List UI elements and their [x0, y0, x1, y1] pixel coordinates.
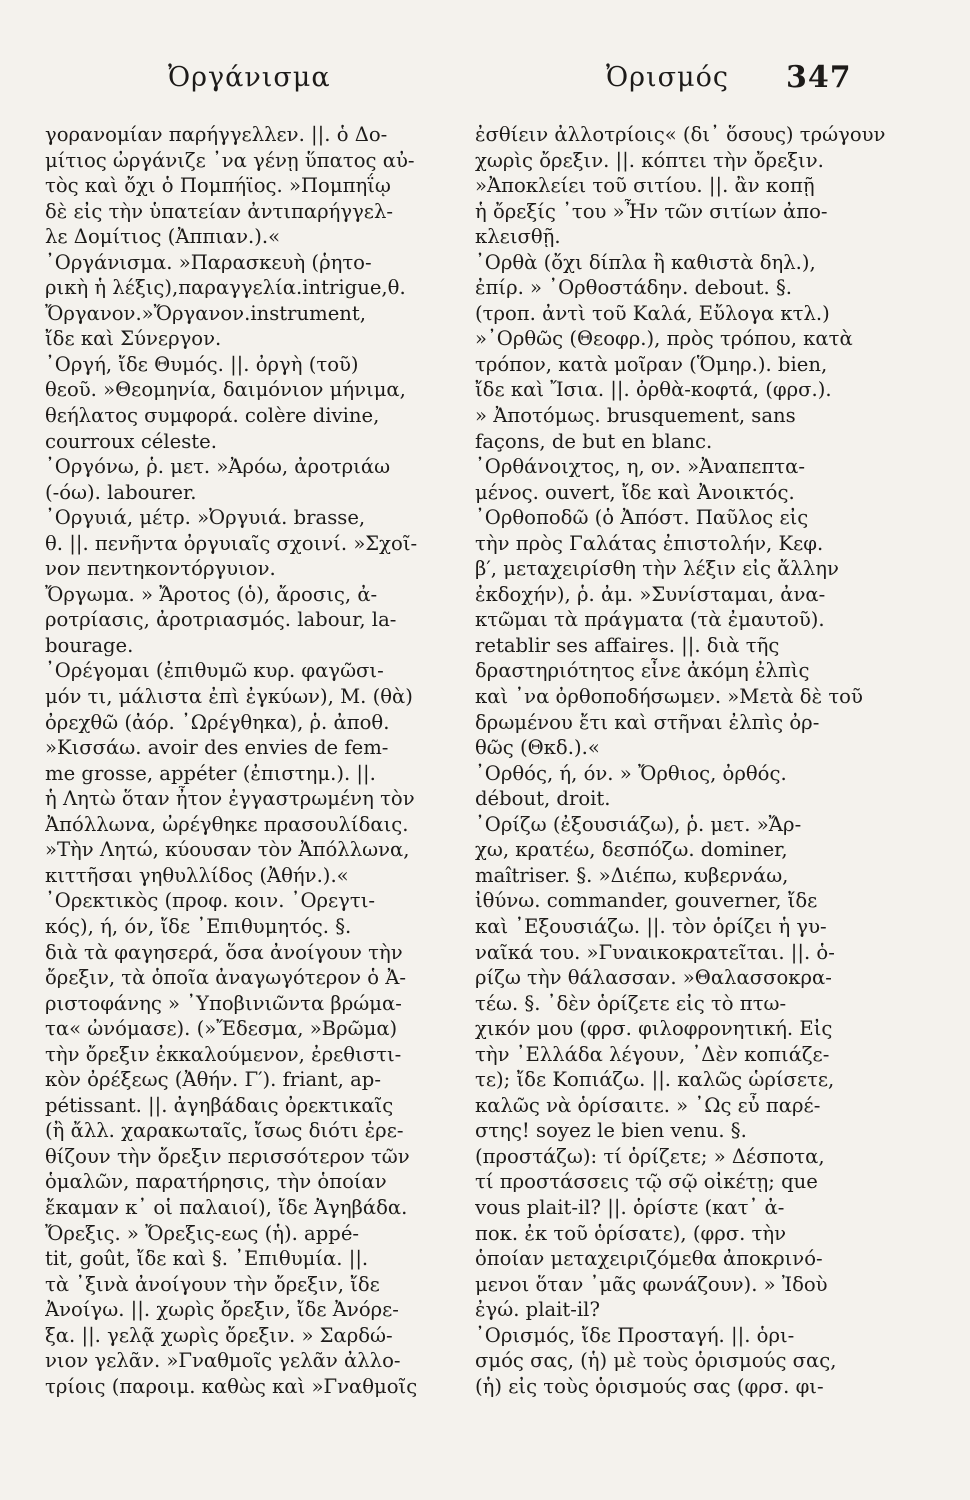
text-line: »Κισσάω. avoir des envies de fem- — [45, 736, 389, 760]
text-line: ἐσθίειν ἀλλοτρίοις« (δι᾽ ὅσους) τρώγουν — [475, 123, 886, 146]
text-line: δὲ εἰς τὴν ὑπατείαν ἀντιπαρήγγελ- — [45, 199, 393, 223]
text-line: ᾽Ορισμός, ἴδε Προσταγή. ||. ὁρι- — [475, 1323, 795, 1347]
text-line: τρίοις (παροιμ. καθὼς καὶ »Γναθμοῖς — [45, 1374, 418, 1398]
page-number: 347 — [786, 60, 852, 95]
text-line: »Τὴν Λητώ, κύουσαν τὸν Ἀπόλλωνα, — [45, 838, 410, 862]
text-line: καλῶς νὰ ὁρίσαιτε. » ᾽Ως εὖ παρέ- — [475, 1093, 821, 1117]
text-line: μένος. ouvert, ἴδε καὶ Ἀνοικτός. — [475, 480, 795, 504]
text-line: καὶ ᾽Εξουσιάζω. ||. τὸν ὁρίζει ἡ γυ- — [475, 914, 827, 938]
text-line: ὁμαλῶν, παρατήρησις, τὴν ὁποίαν — [45, 1170, 387, 1194]
text-line: τε); ἴδε Κοπιάζω. ||. καλῶς ὡρίσετε, — [475, 1068, 835, 1092]
text-line: Ἀνοίγω. ||. χωρὶς ὄρεξιν, ἴδε Ἀνόρε- — [45, 1298, 399, 1322]
text-line: ὄρεξιν, τὰ ὁποῖα ἀναγωγότερον ὁ Ἀ- — [45, 966, 407, 990]
text-line: (ἢ ἄλλ. χαρακωταῖς, ἴσως διότι ἐρε- — [45, 1119, 404, 1143]
text-line: κλεισθῇ. — [475, 225, 561, 249]
text-line: τὴν ᾽Ελλάδα λέγουν, ᾽Δὲν κοπιάζε- — [475, 1042, 830, 1066]
text-line: κτῶμαι τὰ πράγματα (τὰ ἐμαυτοῦ). — [475, 608, 825, 632]
text-line: ξα. ||. γελᾷ χωρὶς ὄρεξιν. » Σαρδώ- — [45, 1323, 393, 1347]
text-line: (-όω). labourer. — [45, 480, 197, 504]
text-line: θ. ||. πενῆντα ὀργυιαῖς σχοινί. »Σχοῖ- — [45, 531, 418, 555]
text-line: »Ἀποκλείει τοῦ σιτίου. ||. ἂν κοπῇ — [475, 174, 815, 198]
text-line: χωρὶς ὄρεξιν. ||. κόπτει τὴν ὄρεξιν. — [475, 148, 824, 172]
text-line: δρωμένου ἔτι καὶ στῆναι ἐλπὶς ὀρ- — [475, 710, 820, 734]
text-line: λε Δομίτιος (Ἀππιαν.).« — [45, 225, 281, 249]
text-line: τὰ ᾽ξινὰ ἀνοίγουν τὴν ὄρεξιν, ἴδε — [45, 1272, 380, 1296]
text-line: ρικὴ ἡ λέξις),παραγγελία.intrigue,θ. — [45, 276, 406, 300]
text-line: κιττῆσαι γηθυλλίδος (Ἀθήν.).« — [45, 863, 349, 887]
text-line: ριστοφάνης » ᾽Υποβινιῶντα βρώμα- — [45, 991, 402, 1015]
text-line: θεήλατος συμφορά. colère divine, — [45, 404, 380, 428]
text-line: μενοι ὅταν ᾽μᾶς φωνάζουν). » Ἰδοὺ — [475, 1272, 828, 1296]
text-line: (τροπ. ἀντὶ τοῦ Καλά, Εὔλογα κτλ.) — [475, 301, 830, 325]
text-line: καὶ ᾽να ὀρθοποδήσωμεν. »Μετὰ δὲ τοῦ — [475, 685, 863, 709]
text-line: débout, droit. — [475, 787, 611, 811]
text-line: γορανομίαν παρήγγελλεν. ||. ὁ Δο- — [45, 123, 388, 146]
text-line: tit, goût, ἴδε καὶ §. ᾽Επιθυμία. ||. — [45, 1247, 369, 1271]
text-line: τὸς καὶ ὄχι ὁ Πομπήϊος. »Πομπηΐῳ — [45, 174, 391, 198]
text-line: ᾽Ορέγομαι (ἐπιθυμῶ κυρ. φαγῶσι- — [45, 659, 384, 683]
text-line: τέω. §. ᾽δὲν ὁρίζετε εἰς τὸ πτω- — [475, 991, 787, 1015]
text-line: ᾽Ορθός, ή, όν. » Ὄρθιος, ὀρθός. — [475, 761, 787, 785]
text-line: τὴν ὄρεξιν ἐκκαλούμενον, ἐρεθιστι- — [45, 1042, 402, 1066]
text-line: ρίζω τὴν θάλασσαν. »Θαλασσοκρα- — [475, 966, 832, 990]
text-line: ἐπίρ. » ᾽Ορθοστάδην. debout. §. — [475, 276, 793, 300]
text-line: ᾽Οργή, ἴδε Θυμός. ||. ὀργὴ (τοῦ) — [45, 352, 359, 376]
text-line: νον πεντηκοντόργυιον. — [45, 557, 276, 581]
text-line: Ὄρεξις. » Ὄρεξις-εως (ἡ). appé- — [45, 1221, 360, 1245]
text-line: ἴδε καὶ Ἴσια. ||. ὀρθὰ-κοφτά, (φρσ.). — [475, 378, 832, 402]
running-header — [60, 62, 910, 102]
text-line: τρόπον, κατὰ μοῖραν (Ὅμηρ.). bien, — [475, 352, 828, 376]
text-line: τί προστάσσεις τῷ σῷ οἰκέτῃ; que — [475, 1170, 818, 1194]
text-line: vous plait-il? ||. ὁρίστε (κατ᾽ ἀ- — [475, 1195, 785, 1219]
text-line: ᾽Οργυιά, μέτρ. »Ὀργυιά. brasse, — [45, 506, 366, 530]
text-line: β′, μεταχειρίσθη τὴν λέξιν εἰς ἄλλην — [475, 557, 839, 581]
text-line: »᾽Ορθῶς (Θεοφρ.), πρὸς τρόπου, κατὰ — [475, 327, 853, 351]
text-line: ἰθύνω. commander, gouverner, ἴδε — [475, 889, 818, 913]
text-line: ᾽Ορεκτικὸς (προφ. κοιν. ᾽Ορεγτι- — [45, 889, 376, 913]
left-column — [45, 122, 463, 1399]
text-line: ᾽Ορθοποδῶ (ὁ Ἀπόστ. Παῦλος εἰς — [475, 506, 809, 530]
text-line: ᾽Οργάνισμα. »Παρασκευὴ (ῥητο- — [45, 250, 372, 274]
text-line: Ὄργανον.»Ὄργανον.instrument, — [45, 301, 367, 325]
text-line: χικόν μου (φρσ. φιλοφρονητική. Εἰς — [475, 1017, 833, 1041]
text-line: θῶς (Θκδ.).« — [475, 736, 600, 760]
header-last-entry: Ὀρισμός — [606, 62, 729, 93]
text-line: ροτρίασις, ἀροτριασμός. labour, la- — [45, 608, 397, 632]
text-line: μίτιος ὠργάνιζε ᾽να γένῃ ὕπατος αὐ- — [45, 148, 415, 172]
text-line: διὰ τὰ φαγησερά, ὅσα ἀνοίγουν τὴν — [45, 940, 403, 964]
text-line: κὸν ὀρέξεως (Ἀθήν. Γ′). friant, ap- — [45, 1068, 381, 1092]
text-line: pétissant. ||. ἀγηβάδαις ὀρεκτικαῖς — [45, 1093, 394, 1117]
text-line: ναῖκά του. »Γυναικοκρατεῖται. ||. ὁ- — [475, 940, 835, 964]
text-line: ἐκδοχήν), ῥ. ἀμ. »Συνίσταμαι, ἀνα- — [475, 582, 826, 606]
text-line: » Ἀποτόμως. brusquement, sans — [475, 404, 796, 428]
text-line: Ὄργωμα. » Ἄροτος (ὁ), ἄροσις, ἀ- — [45, 582, 378, 606]
text-line: (ἡ) εἰς τοὺς ὁρισμούς σας (φρσ. φι- — [475, 1374, 824, 1398]
text-line: στης! soyez le bien venu. §. — [475, 1119, 747, 1143]
text-line: σμός σας, (ἡ) μὲ τοὺς ὁρισμούς σας, — [475, 1349, 837, 1373]
text-line: ᾽Ορθὰ (ὄχι δίπλα ἢ καθιστὰ δηλ.), — [475, 250, 816, 274]
text-line: τα« ὠνόμασε). (»Ἔδεσμα, »Βρῶμα) — [45, 1017, 398, 1041]
text-line: τὴν πρὸς Γαλάτας ἐπιστολήν, Κεφ. — [475, 531, 824, 555]
text-line: retablir ses affaires. ||. διὰ τῆς — [475, 633, 780, 657]
text-line: ᾽Οργόνω, ῥ. μετ. »Ἀρόω, ἀροτριάω — [45, 455, 391, 479]
header-first-entry: Ὀργάνισμα — [168, 62, 331, 93]
text-line: ὀρεχθῶ (ἀόρ. ᾽Ωρέγθηκα), ῥ. ἀποθ. — [45, 710, 390, 734]
text-line: ὁποίαν μεταχειριζόμεθα ἀποκρινό- — [475, 1247, 823, 1271]
text-line: bourage. — [45, 633, 134, 657]
text-line: ᾽Ορθάνοιχτος, η, ον. »Ἀναπεπτα- — [475, 455, 805, 479]
text-line: ᾽Ορίζω (ἐξουσιάζω), ῥ. μετ. »Ἄρ- — [475, 812, 802, 836]
text-line: ἡ ὄρεξίς ᾽του »Ἦν τῶν σιτίων ἀπο- — [475, 199, 828, 223]
text-line: courroux céleste. — [45, 429, 218, 453]
text-line: me grosse, appéter (ἐπιστημ.). ||. — [45, 761, 376, 785]
text-line: ἔκαμαν κ᾽ οἱ παλαιοί), ἴδε Ἀγηβάδα. — [45, 1195, 408, 1219]
text-line: ἴδε καὶ Σύνεργον. — [45, 327, 222, 351]
text-line: δραστηριότητος εἶνε ἀκόμη ἐλπὶς — [475, 659, 810, 683]
text-line: façons, de but en blanc. — [475, 429, 713, 453]
text-line: θίζουν τὴν ὄρεξιν περισσότερον τῶν — [45, 1144, 410, 1168]
text-line: ἡ Λητὼ ὅταν ἦτον ἐγγαστρωμένη τὸν — [45, 787, 415, 811]
right-column — [475, 122, 893, 1399]
text-line: (προστάζω): τί ὁρίζετε; » Δέσποτα, — [475, 1144, 825, 1168]
text-line: θεοῦ. »Θεομηνία, δαιμόνιον μήνιμα, — [45, 378, 406, 402]
text-line: maîtriser. §. »Διέπω, κυβερνάω, — [475, 863, 789, 887]
text-line: Ἀπόλλωνα, ὠρέγθηκε πρασουλίδαις. — [45, 812, 409, 836]
text-line: μόν τι, μάλιστα ἐπὶ ἐγκύων), Μ. (θὰ) — [45, 685, 413, 709]
text-line: ποκ. ἐκ τοῦ ὁρίσατε), (φρσ. τὴν — [475, 1221, 787, 1245]
text-line: χω, κρατέω, δεσπόζω. dominer, — [475, 838, 788, 862]
text-line: κός), ή, όν, ἴδε ᾽Επιθυμητός. §. — [45, 914, 352, 938]
text-line: ἐγώ. plait-il? — [475, 1298, 600, 1322]
text-line: νιον γελᾶν. »Γναθμοῖς γελᾶν ἀλλο- — [45, 1349, 401, 1373]
